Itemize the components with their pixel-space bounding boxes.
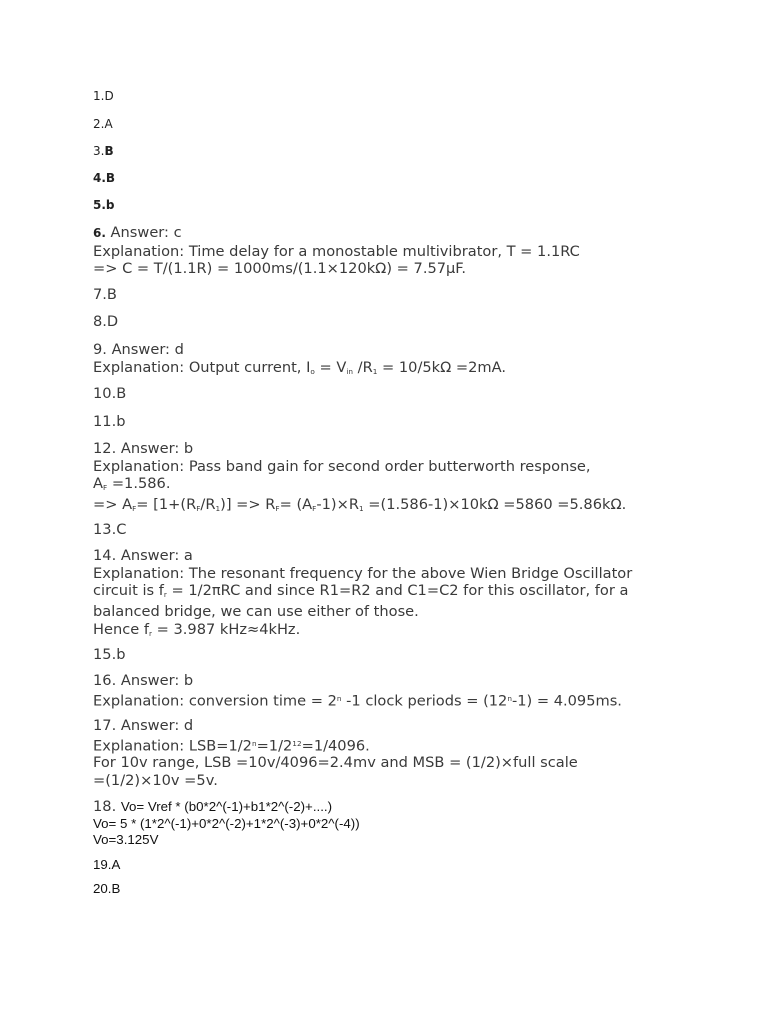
answer-17 xyxy=(93,717,578,789)
answer-6-answer: Answer: c xyxy=(105,224,182,241)
answer-3 xyxy=(93,144,114,159)
t: Hence f xyxy=(93,620,149,638)
answer-2 xyxy=(93,117,113,132)
answer-12-explanation-3 xyxy=(93,496,626,517)
answer-12-explanation-1: Explanation: Pass band gain for second order butterworth response, xyxy=(93,457,591,475)
t: = V xyxy=(314,358,347,376)
t: )] => R xyxy=(220,496,276,514)
answer-16 xyxy=(93,672,622,709)
sub: 1 xyxy=(215,504,221,514)
answer-11-text: 11.b xyxy=(93,413,126,430)
sup: n xyxy=(507,693,512,703)
answer-5 xyxy=(93,198,115,213)
answer-8 xyxy=(93,313,118,331)
t: Explanation: Output current, I xyxy=(93,358,311,376)
t: => A xyxy=(93,496,133,514)
t: circuit is f xyxy=(93,582,164,599)
answer-17-explanation-2: For 10v range, LSB =10v/4096=2.4mv and MSB = (1/2)×full scale xyxy=(93,754,578,772)
answer-20-text: 20.B xyxy=(93,881,121,896)
answer-14-explanation-3: balanced bridge, we can use either of those. xyxy=(93,603,419,621)
answer-14-explanation-1: Explanation: The resonant frequency for the above Wien Bridge Oscillator xyxy=(93,564,633,582)
t: = 10/5kΩ =2mA. xyxy=(377,358,506,376)
t: = (A xyxy=(279,496,313,514)
sub: r xyxy=(163,589,167,599)
sub-o: o xyxy=(310,366,315,376)
t: =1/2 xyxy=(256,736,293,754)
t: -1) = 4.095ms. xyxy=(511,691,622,709)
answer-4 xyxy=(93,171,115,186)
answer-1 xyxy=(93,89,114,104)
answer-6 xyxy=(93,224,580,278)
t: = 1/2πRC and since R1=R2 and C1=C2 for this oscillator, for a xyxy=(166,582,629,599)
answer-12-answer: 12. Answer: b xyxy=(93,440,194,457)
sub: F xyxy=(275,504,280,514)
answer-6-number: 6. xyxy=(93,226,106,240)
answer-9-explanation xyxy=(93,359,506,380)
answer-3-number: 3. xyxy=(93,144,105,158)
answer-4-text: 4.B xyxy=(93,171,116,185)
sub-in: in xyxy=(346,366,354,376)
sub: F xyxy=(196,504,201,514)
answer-9-answer: 9. Answer: d xyxy=(93,341,184,358)
answer-2-text: 2.A xyxy=(93,117,113,131)
answer-16-explanation xyxy=(93,690,622,710)
answer-15 xyxy=(93,646,125,664)
answer-5-text: 5.b xyxy=(93,198,115,212)
t: /R xyxy=(200,496,216,514)
answer-17-explanation-1 xyxy=(93,735,578,755)
answer-6-explanation-2: => C = T/(1.1R) = 1000ms/(1.1×120kΩ) = 7.57μF. xyxy=(93,260,466,277)
answer-18-line-2: Vo= 5 * (1*2^(-1)+0*2^(-2)+1*2^(-3)+0*2^(-4)) xyxy=(93,815,360,831)
t: = 3.987 kHz≈4kHz. xyxy=(151,620,301,638)
sub: F xyxy=(132,504,137,514)
answer-17-explanation-3: =(1/2)×10v =5v. xyxy=(93,771,218,789)
answer-13-text: 13.C xyxy=(93,521,127,538)
sub: F xyxy=(102,482,108,492)
answer-15-text: 15.b xyxy=(93,646,126,663)
t: -1 clock periods = (12 xyxy=(341,691,508,709)
answer-20 xyxy=(93,881,120,897)
sub: r xyxy=(148,628,152,638)
sup: n xyxy=(251,738,257,748)
answer-10 xyxy=(93,385,126,403)
answer-19 xyxy=(93,857,120,873)
answer-14-explanation-4 xyxy=(93,621,632,642)
answer-14-answer: 14. Answer: a xyxy=(93,547,193,564)
answer-14 xyxy=(93,547,632,642)
answer-17-answer: 17. Answer: d xyxy=(93,717,194,734)
t: Explanation: conversion time = 2 xyxy=(93,691,337,709)
sub-1: 1 xyxy=(372,366,378,376)
answer-18 xyxy=(93,798,360,848)
t: = [1+(R xyxy=(136,496,197,514)
answer-6-explanation-1: Explanation: Time delay for a monostable multivibrator, T = 1.1RC xyxy=(93,242,580,260)
answer-13 xyxy=(93,521,126,539)
answer-18-number: 18. xyxy=(93,798,121,815)
t: /R xyxy=(353,358,373,376)
t: Explanation: LSB=1/2 xyxy=(93,736,252,754)
answer-7-text: 7.B xyxy=(93,286,117,303)
answer-12-explanation-2 xyxy=(93,475,626,496)
answer-9 xyxy=(93,341,506,380)
answer-10-text: 10.B xyxy=(93,385,127,402)
answer-14-explanation-2 xyxy=(93,582,632,603)
sup: n xyxy=(336,693,342,703)
answer-8-text: 8.D xyxy=(93,313,119,330)
sub: 1 xyxy=(358,504,364,514)
answer-11 xyxy=(93,413,125,431)
answer-19-text: 19.A xyxy=(93,857,121,872)
answer-18-line-1: Vo= Vref * (b0*2^(-1)+b1*2^(-2)+....) xyxy=(120,799,333,814)
t: -1)×R xyxy=(316,496,359,514)
answer-16-answer: 16. Answer: b xyxy=(93,672,194,689)
answer-12 xyxy=(93,440,626,518)
answer-7 xyxy=(93,286,117,304)
t: A xyxy=(93,475,103,492)
answer-3-letter: B xyxy=(104,144,114,158)
t: =1/4096. xyxy=(301,736,370,754)
t: =(1.586-1)×10kΩ =5860 =5.86kΩ. xyxy=(363,496,627,514)
answer-18-line-3: Vo=3.125V xyxy=(93,831,159,847)
sup: 12 xyxy=(292,738,302,748)
answer-1-text: 1.D xyxy=(93,89,114,103)
t: =1.586. xyxy=(107,475,171,492)
sub: F xyxy=(312,504,317,514)
